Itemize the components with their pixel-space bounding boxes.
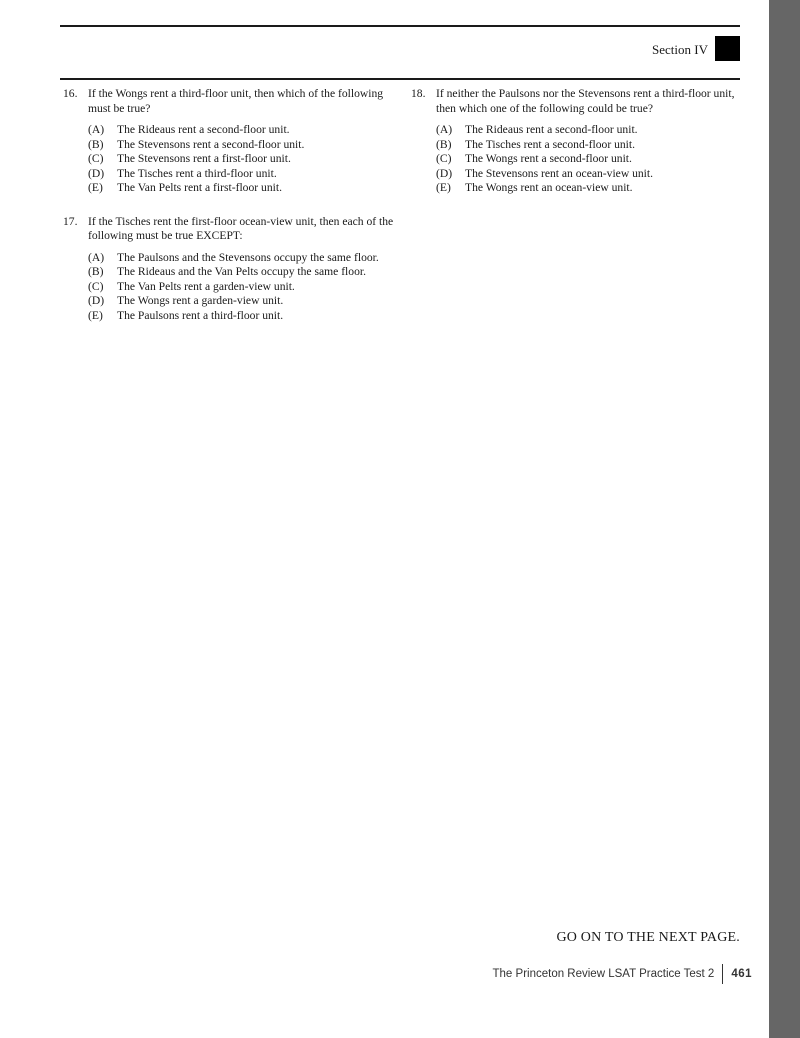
answer-choice	[88, 309, 396, 324]
right-column	[411, 87, 741, 215]
choice-text: The Rideaus rent a second-floor unit.	[117, 123, 290, 136]
answer-choice	[436, 123, 741, 138]
answer-choices	[63, 251, 396, 324]
choice-letter: (C)	[88, 279, 104, 293]
choice-text: The Paulsons rent a third-floor unit.	[117, 308, 284, 322]
choice-text: The Stevensons rent an ocean-view unit.	[465, 166, 654, 180]
question-text: If neither the Paulsons nor the Stevensons rent a third-floor unit, then which one of the following could be true?	[436, 87, 735, 115]
choice-text: The Paulsons and the Stevensons occupy the same floor.	[117, 250, 379, 264]
choice-letter: (A)	[436, 123, 453, 136]
choice-text: The Rideaus rent a second-floor unit.	[465, 123, 638, 136]
answer-choice	[88, 167, 396, 182]
choice-letter: (D)	[436, 166, 453, 180]
side-edge-bar	[769, 0, 800, 1038]
choice-text: The Stevensons rent a second-floor unit.	[117, 137, 305, 151]
choice-letter: (B)	[436, 137, 452, 151]
answer-choice	[436, 181, 741, 196]
answer-choices	[411, 123, 741, 196]
question-text: If the Wongs rent a third-floor unit, then which of the following must be true?	[88, 87, 384, 115]
question-stem	[411, 87, 741, 116]
answer-choices	[63, 123, 396, 196]
choice-letter: (C)	[88, 152, 104, 165]
choice-text: The Van Pelts rent a first-floor unit.	[117, 181, 282, 194]
question-17	[63, 215, 396, 324]
choice-text: The Rideaus and the Van Pelts occupy the same floor.	[117, 265, 366, 278]
question-stem	[63, 215, 396, 244]
choice-letter: (B)	[88, 265, 104, 278]
choice-letter: (B)	[88, 137, 104, 151]
answer-choice	[436, 152, 741, 167]
choice-text: The Wongs rent an ocean-view unit.	[465, 181, 633, 194]
header-top-rule	[60, 25, 740, 27]
answer-choice	[88, 181, 396, 196]
choice-letter: (E)	[88, 308, 103, 322]
question-number: 17.	[63, 214, 78, 228]
left-column	[63, 87, 396, 342]
answer-choice	[88, 265, 396, 280]
answer-choice	[88, 123, 396, 138]
choice-letter: (C)	[436, 152, 452, 165]
question-text: If the Tisches rent the first-floor ocean-view unit, then each of the following must be true EXCEPT:	[88, 214, 394, 242]
choice-text: The Van Pelts rent a garden-view unit.	[117, 279, 295, 293]
choice-letter: (D)	[88, 294, 105, 307]
answer-choice	[88, 152, 396, 167]
choice-letter: (A)	[88, 250, 105, 264]
choice-text: The Tisches rent a second-floor unit.	[465, 137, 636, 151]
question-16	[63, 87, 396, 196]
question-18	[411, 87, 741, 196]
section-marker-box	[715, 36, 740, 61]
answer-choice	[88, 138, 396, 153]
footer-divider	[722, 964, 723, 984]
header-bottom-rule	[60, 78, 740, 80]
page-number: 461	[731, 968, 752, 980]
choice-letter: (A)	[88, 123, 105, 136]
choice-text: The Wongs rent a garden-view unit.	[117, 294, 284, 307]
answer-choice	[88, 280, 396, 295]
choice-letter: (E)	[88, 181, 103, 194]
page-footer	[493, 964, 752, 984]
choice-letter: (E)	[436, 181, 451, 194]
footer-title: The Princeton Review LSAT Practice Test 2	[492, 968, 715, 980]
answer-choice	[436, 167, 741, 182]
section-label: Section IV	[652, 42, 708, 57]
choice-text: The Tisches rent a third-floor unit.	[117, 166, 277, 180]
answer-choice	[88, 251, 396, 266]
question-stem	[63, 87, 396, 116]
question-number: 18.	[411, 87, 426, 100]
answer-choice	[88, 294, 396, 309]
choice-text: The Wongs rent a second-floor unit.	[465, 152, 632, 165]
answer-choice	[436, 138, 741, 153]
choice-text: The Stevensons rent a first-floor unit.	[117, 152, 291, 165]
question-number: 16.	[63, 87, 78, 100]
go-on-notice: GO ON TO THE NEXT PAGE.	[556, 930, 740, 945]
choice-letter: (D)	[88, 166, 105, 180]
